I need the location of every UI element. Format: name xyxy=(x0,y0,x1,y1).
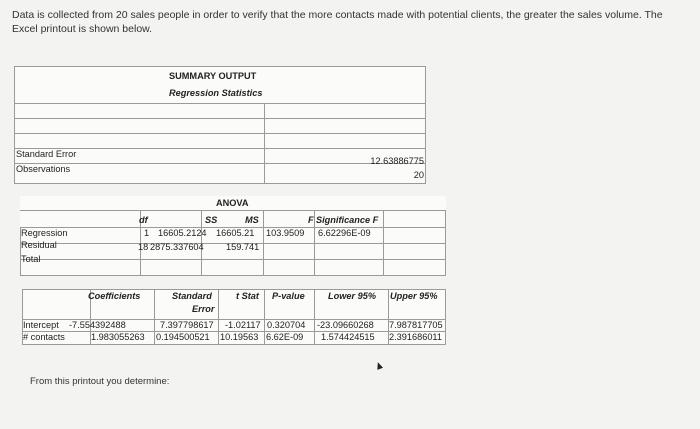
anova-cell: 2875.337604 xyxy=(150,242,204,252)
anova-cell: 16605.2124 xyxy=(158,228,207,238)
anova-cell: 159.741 xyxy=(226,242,260,252)
intro-text: Data is collected from 20 sales people in order to verify that the more contacts made with potential clients, the greater the sales volume. The Excel printout is shown below. xyxy=(12,9,663,35)
anova-title: ANOVA xyxy=(216,198,249,208)
coef-cell: -7.554392488 xyxy=(69,320,126,330)
coef-cell: 0.194500521 xyxy=(156,332,210,342)
anova-cell: 6.62296E-09 xyxy=(318,228,371,238)
summary-title: SUMMARY OUTPUT xyxy=(169,71,257,81)
coef-row-label: Intercept xyxy=(23,320,59,330)
coef-header-p-value: P-value xyxy=(272,291,305,301)
anova-row-label: Regression xyxy=(21,228,68,238)
regression-statistics-subtitle: Regression Statistics xyxy=(169,88,263,98)
coef-header-error: Error xyxy=(192,304,215,314)
coef-header-t-stat: t Stat xyxy=(236,291,259,301)
coef-cell: -23.09660268 xyxy=(317,320,374,330)
coef-header-lower-95: Lower 95% xyxy=(328,291,376,301)
footer-text: From this printout you determine: xyxy=(30,376,170,387)
coef-cell: 0.320704 xyxy=(267,320,306,330)
coef-cell: 2.391686011 xyxy=(389,332,442,342)
coef-header-standard: Standard xyxy=(172,291,212,301)
anova-header-ms: MS xyxy=(245,215,259,225)
coef-header-coefficients: Coefficients xyxy=(88,291,141,301)
anova-table xyxy=(20,196,446,276)
anova-header-df: df xyxy=(139,215,148,225)
coef-header-upper-95: Upper 95% xyxy=(390,291,438,301)
coef-cell: 7.987817705 xyxy=(389,320,443,330)
standard-error-value: 12.63886775 xyxy=(370,156,424,166)
mouse-cursor-icon xyxy=(375,361,383,370)
anova-cell: 18 xyxy=(138,242,149,252)
observations-label: Observations xyxy=(16,164,71,174)
coef-cell: 7.397798617 xyxy=(160,320,214,330)
anova-header-ss: SS xyxy=(205,215,218,225)
anova-row-label: Total xyxy=(21,254,41,264)
anova-row-label: Residual xyxy=(21,240,57,250)
coefficients-table xyxy=(22,289,446,345)
coef-cell: 1.983055263 xyxy=(91,332,145,342)
summary-table xyxy=(14,66,426,184)
coef-cell: 1.574424515 xyxy=(321,332,375,342)
anova-cell: 1 xyxy=(144,228,150,238)
standard-error-label: Standard Error xyxy=(16,149,77,159)
coef-cell: -1.02117 xyxy=(225,320,261,330)
coef-cell: 10.19563 xyxy=(220,332,259,342)
coef-cell: 6.62E-09 xyxy=(266,332,304,342)
coef-row-label: # contacts xyxy=(23,332,65,342)
anova-cell: 103.9509 xyxy=(266,228,305,238)
anova-cell: 16605.21 xyxy=(216,228,255,238)
anova-header-f: F xyxy=(308,215,314,225)
anova-header-significance-f: Significance F xyxy=(316,215,379,225)
observations-value: 20 xyxy=(413,170,424,180)
